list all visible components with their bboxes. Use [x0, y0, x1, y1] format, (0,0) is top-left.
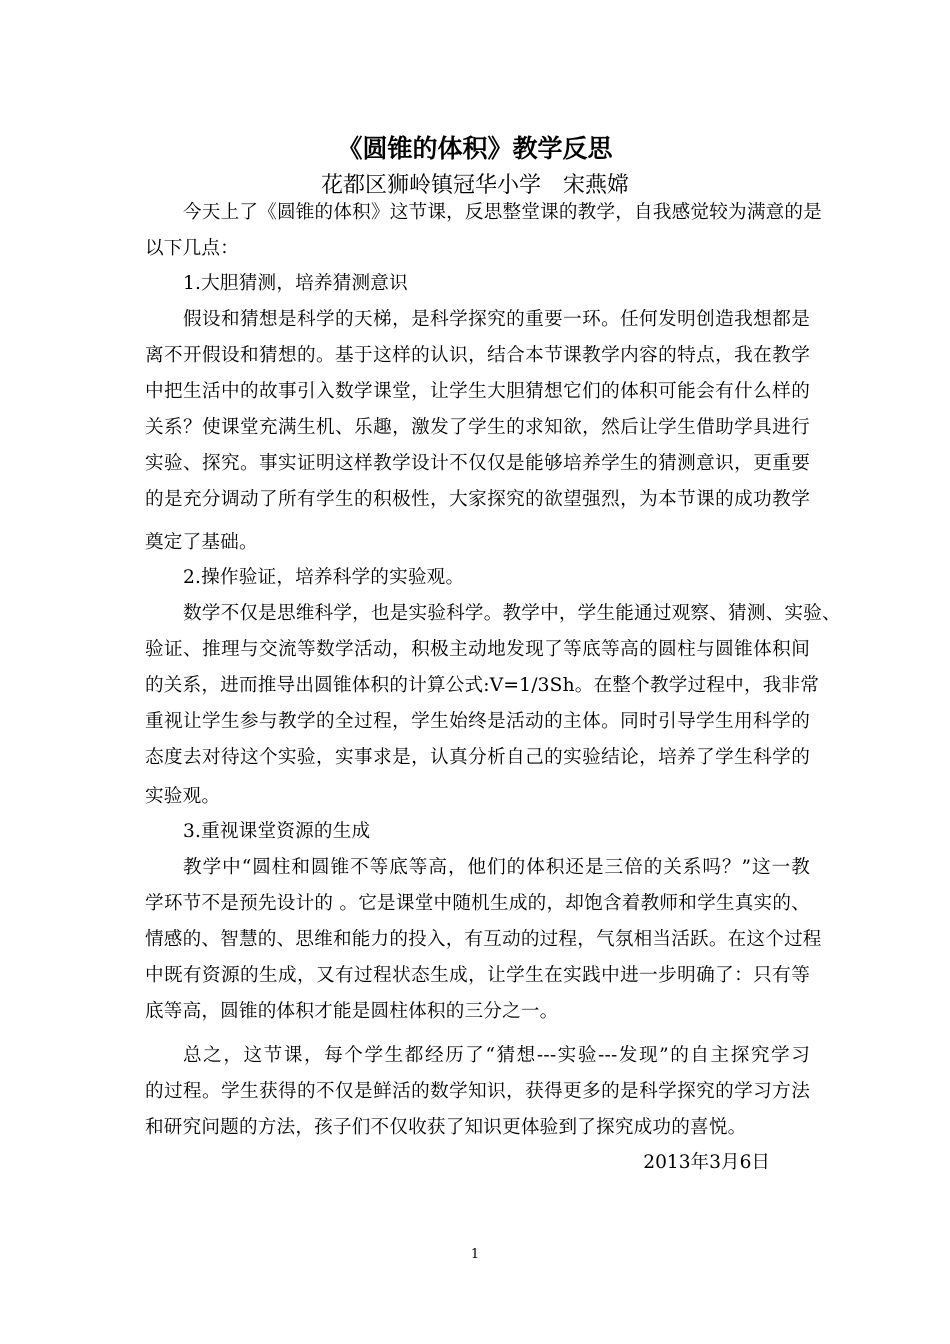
- paragraph-line: 假设和猜想是科学的天梯，是科学探究的重要一环。任何发明创造我想都是: [183, 309, 810, 330]
- paragraph-line: 验证、推理与交流等数学活动，积极主动地发现了等底等高的圆柱与圆锥体积间: [145, 639, 810, 660]
- paragraph-line: 实验观。: [145, 786, 221, 807]
- intro-line: 今天上了《圆锥的体积》这节课，反思整堂课的教学，自我感觉较为满意的是: [183, 202, 822, 223]
- paragraph-line: 关系？使课堂充满生机、乐趣，激发了学生的求知欲，然后让学生借助学具进行: [145, 417, 810, 438]
- paragraph-line: 态度去对待这个实验，实事求是，认真分析自己的实验结论，培养了学生科学的: [145, 747, 810, 768]
- conclusion-line: 总之，这节课，每个学生都经历了“猜想---实验---发现”的自主探究学习: [183, 1045, 810, 1066]
- document-author: 花都区狮岭镇冠华小学 宋燕嫦: [320, 173, 629, 198]
- paragraph-line: 重视让学生参与教学的全过程，学生始终是活动的主体。同时引导学生用科学的: [145, 711, 810, 732]
- paragraph-line: 的关系，进而推导出圆锥体积的计算公式:V=1/3Sh。在整个教学过程中，我非常: [145, 675, 820, 696]
- section-heading: 3.重视课堂资源的生成: [183, 821, 371, 842]
- intro-line: 以下几点：: [145, 238, 239, 259]
- section-heading: 1.大胆猜测，培养猜测意识: [183, 273, 408, 294]
- paragraph-line: 教学中“圆柱和圆锥不等底等高，他们的体积还是三倍的关系吗？”这一教: [183, 857, 810, 878]
- paragraph-line: 离不开假设和猜想的。基于这样的认识，结合本节课教学内容的特点，我在教学: [145, 345, 810, 366]
- section-heading: 2.操作验证，培养科学的实验观。: [183, 567, 465, 588]
- paragraph-line: 实验、探究。事实证明这样教学设计不仅仅是能够培养学生的猜测意识，更重要: [145, 453, 810, 474]
- paragraph-line: 底等高，圆锥的体积才能是圆柱体积的三分之一。: [145, 1001, 559, 1022]
- paragraph-line: 中既有资源的生成，又有过程状态生成，让学生在实践中进一步明确了：只有等: [145, 965, 810, 986]
- paragraph-line: 学环节不是预先设计的 。它是课堂中随机生成的，却饱含着教师和学生真实的、: [145, 893, 810, 914]
- conclusion-line: 和研究问题的方法，孩子们不仅收获了知识更体验到了探究成功的喜悦。: [145, 1117, 747, 1138]
- paragraph-line: 中把生活中的故事引入数学课堂，让学生大胆猜想它们的体积可能会有什么样的: [145, 381, 810, 402]
- paragraph-line: 奠定了基础。: [145, 532, 258, 553]
- document-title: 《圆锥的体积》教学反思: [337, 134, 613, 163]
- document-date: 2013年3月6日: [643, 1152, 770, 1173]
- paragraph-line: 数学不仅是思维科学，也是实验科学。教学中，学生能通过观察、猜测、实验、: [183, 603, 841, 624]
- paragraph-line: 情感的、智慧的、思维和能力的投入，有互动的过程，气氛相当活跃。在这个过程: [145, 929, 822, 950]
- paragraph-line: 的是充分调动了所有学生的积极性，大家探究的欲望强烈，为本节课的成功教学: [145, 489, 810, 510]
- conclusion-line: 的过程。学生获得的不仅是鲜活的数学知识，获得更多的是科学探究的学习方法: [145, 1081, 810, 1102]
- page-number: 1: [470, 1247, 480, 1262]
